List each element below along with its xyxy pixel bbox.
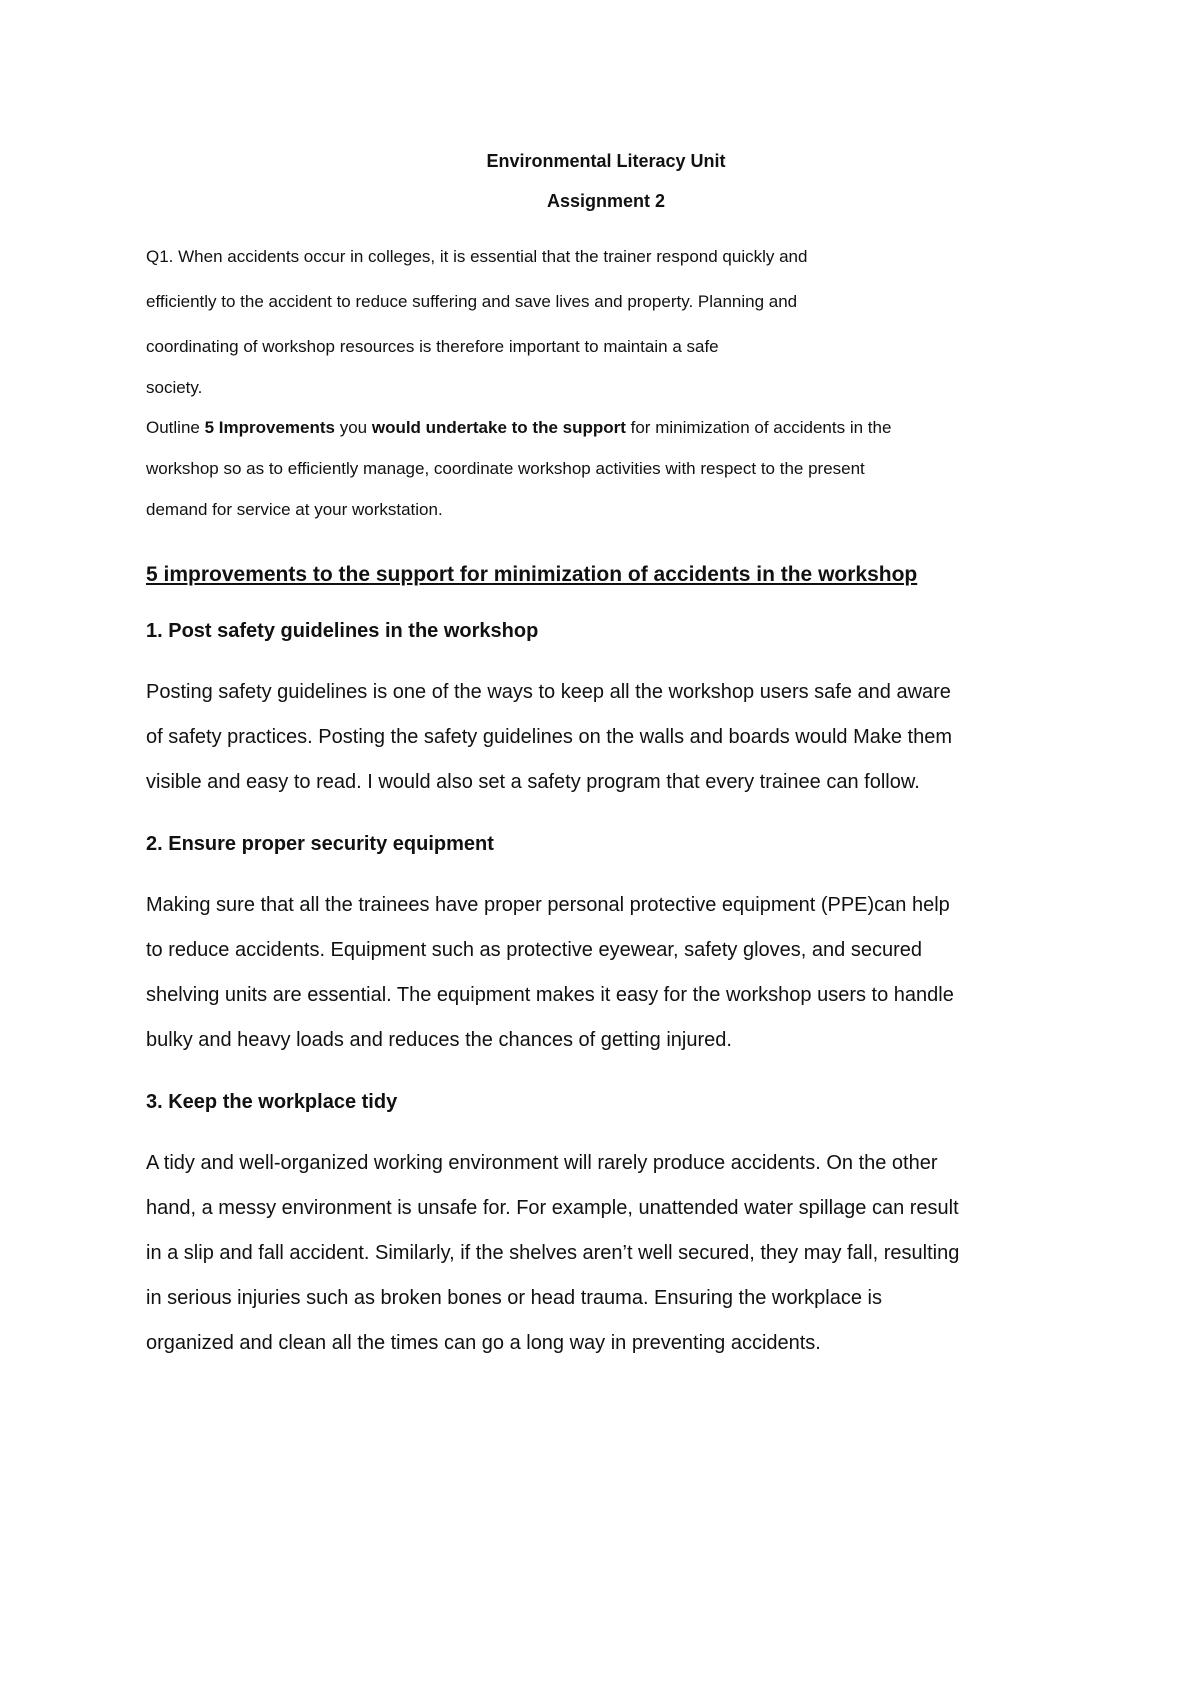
paragraph-line: Making sure that all the trainees have proper personal protective equipment (PPE)can help: [146, 894, 950, 916]
improvement-paragraph: [146, 883, 1066, 1063]
paragraph-line: of safety practices. Posting the safety guidelines on the walls and boards would Make them: [146, 726, 953, 748]
document-content: [146, 146, 1066, 1366]
outline-bold-text: 5 Improvements: [204, 418, 335, 437]
outline-line: workshop so as to efficiently manage, coordinate workshop activities with respect to the present: [146, 459, 865, 478]
paragraph-line: Posting safety guidelines is one of the ways to keep all the workshop users safe and aware: [146, 681, 951, 703]
question-line: efficiently to the accident to reduce suffering and save lives and property. Planning and: [146, 292, 798, 311]
question-line: Q1. When accidents occur in colleges, it is essential that the trainer respond quickly and: [146, 247, 808, 266]
paragraph-line: hand, a messy environment is unsafe for. For example, unattended water spillage can result: [146, 1197, 959, 1219]
paragraph-line: bulky and heavy loads and reduces the chances of getting injured.: [146, 1029, 732, 1051]
paragraph-line: in a slip and fall accident. Similarly, if the shelves aren’t well secured, they may fall, resulting: [146, 1242, 960, 1264]
document-title: Environmental Literacy Unit: [486, 151, 726, 171]
improvement-heading: 2. Ensure proper security equipment: [146, 833, 494, 855]
section-heading: 5 improvements to the support for minimization of accidents in the workshop: [146, 563, 918, 586]
improvement-paragraph: [146, 1141, 1066, 1366]
improvement-heading: 1. Post safety guidelines in the workshop: [146, 620, 539, 642]
document-subtitle: Assignment 2: [546, 191, 666, 211]
paragraph-line: A tidy and well-organized working environment will rarely produce accidents. On the other: [146, 1152, 938, 1174]
question-paragraph: [146, 234, 1066, 407]
paragraph-line: shelving units are essential. The equipment makes it easy for the workshop users to handle: [146, 984, 954, 1006]
question-line: society.: [146, 378, 203, 397]
outline-text: you: [334, 418, 372, 437]
paragraph-line: in serious injuries such as broken bones or head trauma. Ensuring the workplace is: [146, 1287, 882, 1309]
paragraph-line: to reduce accidents. Equipment such as protective eyewear, safety gloves, and secured: [146, 939, 922, 961]
paragraph-line: organized and clean all the times can go a long way in preventing accidents.: [146, 1332, 821, 1354]
improvement-paragraph: [146, 670, 1066, 805]
outline-text: for minimization of accidents in the: [625, 418, 892, 437]
paragraph-line: visible and easy to read. I would also set a safety program that every trainee can follow.: [146, 771, 920, 793]
outline-line: demand for service at your workstation.: [146, 500, 443, 519]
improvement-heading: 3. Keep the workplace tidy: [146, 1091, 398, 1113]
outline-line: [146, 407, 1066, 448]
outline-text: Outline: [146, 418, 205, 437]
outline-instruction: [146, 407, 1066, 530]
question-line: coordinating of workshop resources is therefore important to maintain a safe: [146, 337, 719, 356]
outline-bold-text: would undertake to the support: [371, 418, 626, 437]
